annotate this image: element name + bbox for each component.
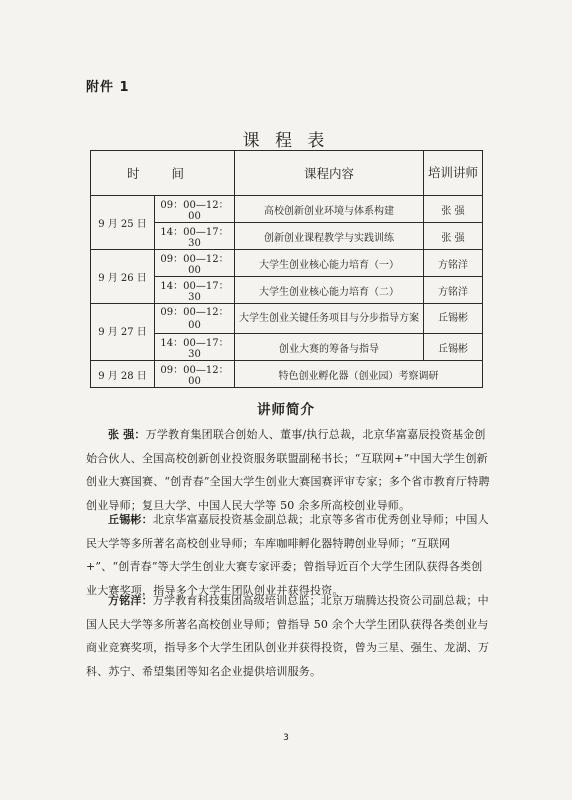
header-trainer: 培训讲师 <box>424 151 483 196</box>
table-row <box>91 304 483 334</box>
bio-text: 北京华富嘉辰投资基金副总裁；北京等多省市优秀创业导师；中国人民大学等多所著名高校创业导师；车库咖啡孵化器特聘创业导师；“互联网+”、“创青春”等大学生创业大赛专家评委；曾指导近百个大学生团队获得各类创业大赛奖项，指导多个大学生团队创业并获得投资。 <box>86 513 489 597</box>
trainer-cell: 丘锡彬 <box>424 304 483 334</box>
time-cell: 09：00—12：00 <box>155 304 235 334</box>
bio-text: 万学教育科技集团高级培训总监；北京万瑞腾达投资公司副总裁；中国人民大学等多所著名高校创业导师；曾指导 50 余个大学生团队获得各类创业与商业竞赛奖项，指导多个大学生团队创业并获得投资，曾为三星、强生、龙湖、万科、苏宁、希望集团等知名企业提供培训服务。 <box>86 594 490 678</box>
content-cell: 大学生创业核心能力培育（一） <box>235 250 424 277</box>
trainer-cell: 张 强 <box>424 196 483 223</box>
content-cell: 大学生创业核心能力培育（二） <box>235 277 424 304</box>
table-title: 课 程 表 <box>242 131 330 151</box>
bio-text: 万学教育集团联合创始人、董事/执行总裁，北京华富嘉辰投资基金创始合伙人、全国高校创新创业投资服务联盟副秘书长；“互联网+”中国大学生创新创业大赛国赛、“创青春”全国大学生创业大赛国赛评审专家；多个省市教育厅特聘创业导师；复旦大学、中国人民大学等 50 余多所高校创业导师。 <box>86 428 490 512</box>
schedule-table <box>90 150 483 388</box>
bio-paragraph <box>86 423 490 517</box>
table-header-row <box>91 151 483 196</box>
time-cell: 14：00—17：30 <box>155 277 235 304</box>
date-cell: 9 月 28 日 <box>91 361 155 388</box>
time-cell: 09：00—12：00 <box>155 250 235 277</box>
page-number: 3 <box>283 733 289 743</box>
time-cell: 09：00—12：00 <box>155 361 235 388</box>
trainer-cell: 丘锡彬 <box>424 334 483 361</box>
trainer-cell: 张 强 <box>424 223 483 250</box>
content-cell: 大学生创业关键任务项目与分步指导方案 <box>235 304 424 334</box>
content-cell: 创业大赛的筹备与指导 <box>235 334 424 361</box>
date-cell: 9 月 27 日 <box>91 304 155 361</box>
attachment-label: 附件 1 <box>86 80 130 95</box>
date-cell: 9 月 26 日 <box>91 250 155 304</box>
table-row <box>91 250 483 277</box>
trainer-name: 丘锡彬： <box>108 513 153 526</box>
bio-paragraph <box>86 508 490 602</box>
trainer-name: 方铭洋： <box>108 594 153 607</box>
content-cell: 创新创业课程教学与实践训练 <box>235 223 424 250</box>
header-content: 课程内容 <box>235 151 424 196</box>
table-row <box>91 361 483 388</box>
table-row <box>91 196 483 223</box>
content-cell: 特色创业孵化器（创业园）考察调研 <box>235 361 483 388</box>
trainer-cell: 方铭洋 <box>424 250 483 277</box>
trainer-cell: 方铭洋 <box>424 277 483 304</box>
section-title: 讲师简介 <box>257 402 315 418</box>
header-time: 时 间 <box>91 151 235 196</box>
time-cell: 14：00—17：30 <box>155 223 235 250</box>
trainer-name: 张 强： <box>108 428 146 441</box>
time-cell: 14：00—17：30 <box>155 334 235 361</box>
date-cell: 9 月 25 日 <box>91 196 155 250</box>
content-cell: 高校创新创业环境与体系构建 <box>235 196 424 223</box>
time-cell: 09：00—12：00 <box>155 196 235 223</box>
bio-paragraph <box>86 589 490 683</box>
